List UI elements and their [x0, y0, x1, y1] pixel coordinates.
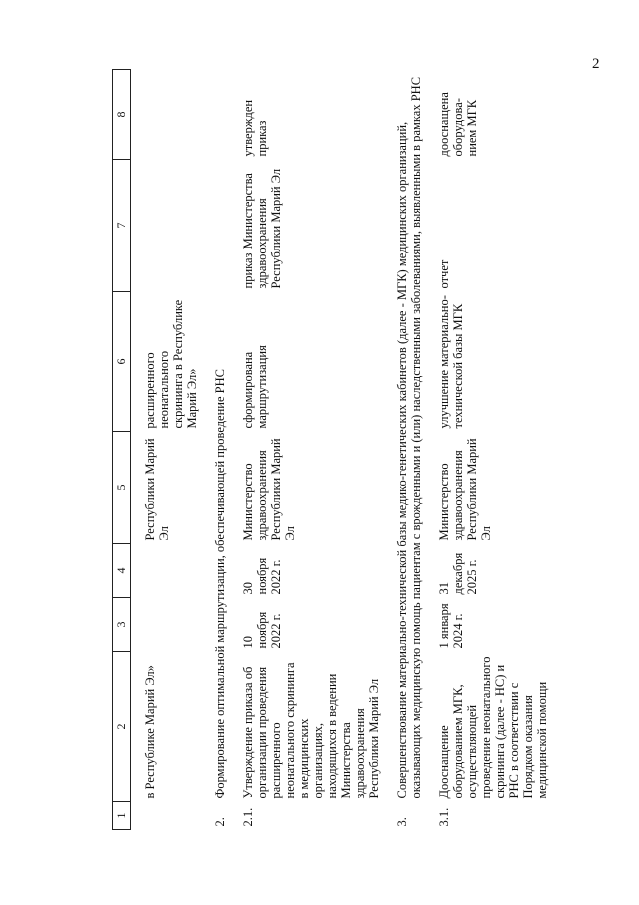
start-date-cell: 1 января 2024 г.	[437, 603, 465, 649]
section-number: 3.	[395, 817, 409, 827]
plan-table	[112, 69, 551, 830]
result-cell: расширенного неонатального скрининга в Республике Марий Эл»	[143, 299, 199, 429]
column-header: 1	[113, 802, 131, 830]
result-cell: улучшение материально-технической базы МГК	[437, 295, 465, 429]
row-number	[141, 802, 201, 830]
table-row	[141, 70, 201, 830]
document-type-cell	[141, 160, 201, 292]
end-date-cell	[141, 544, 201, 598]
section-number: 2.	[213, 817, 227, 827]
document-type-cell: отчет	[437, 259, 451, 289]
result-cell: сформирована маршрутизация	[241, 345, 269, 429]
table-row	[435, 70, 551, 830]
start-date-cell: 10 ноября 2022 г.	[241, 611, 283, 649]
status-cell	[141, 70, 201, 160]
column-header: 6	[113, 292, 131, 432]
section-title: Совершенствование материально-технической базы медико-генетических кабинетов (далее - МГК) медицинских организаций, оказывающих медицинскую помощь пациентам с врожденными и (или) наследственными заболеваниями, выявленными в рамках РНС	[395, 76, 423, 799]
status-cell: утвержден приказ	[241, 99, 269, 157]
column-header: 5	[113, 432, 131, 544]
responsible-cell: Министерство здравоохранения Республики Марий Эл	[437, 438, 493, 541]
column-header: 7	[113, 160, 131, 292]
responsible-cell: Республики Марий Эл	[143, 438, 171, 541]
event-cell: в Республике Марий Эл»	[143, 665, 157, 799]
event-cell: Дооснащение оборудованием МГК, осуществляющей проведение неонатального скрининга (далее - НС) и РНС в соответствии с Порядком оказания медицинской помощи	[437, 656, 549, 799]
responsible-cell: Министерство здравоохранения Республики Марий Эл	[241, 438, 297, 541]
table-row	[239, 70, 383, 830]
event-cell: Утверждение приказа об организации проведения расширенного неонатального скрининга в медицинских организациях, находящихся в ведении Министерства здравоохранения Республики Марий Эл	[241, 662, 381, 799]
page-number: 2	[592, 56, 600, 72]
document-type-cell: приказ Министерства здравоохранения Республики Марий Эл	[241, 168, 283, 289]
row-number: 2.1.	[241, 807, 255, 827]
column-header: 3	[113, 598, 131, 652]
section-row	[211, 70, 229, 830]
end-date-cell: 30 ноября 2022 г.	[241, 557, 283, 595]
row-number: 3.1.	[437, 807, 451, 827]
column-header: 8	[113, 70, 131, 160]
start-date-cell	[141, 598, 201, 652]
column-header: 4	[113, 544, 131, 598]
status-cell: дооснащена оборудова-нием МГК	[437, 92, 479, 157]
section-title: Формирование оптимальной маршрутизации, обеспечивающей проведение РНС	[213, 369, 227, 799]
end-date-cell: 31 декабря 2025 г.	[437, 552, 479, 595]
header-row	[113, 70, 131, 830]
column-header: 2	[113, 652, 131, 802]
rotated-table-container	[112, 70, 639, 830]
section-row	[393, 70, 425, 830]
